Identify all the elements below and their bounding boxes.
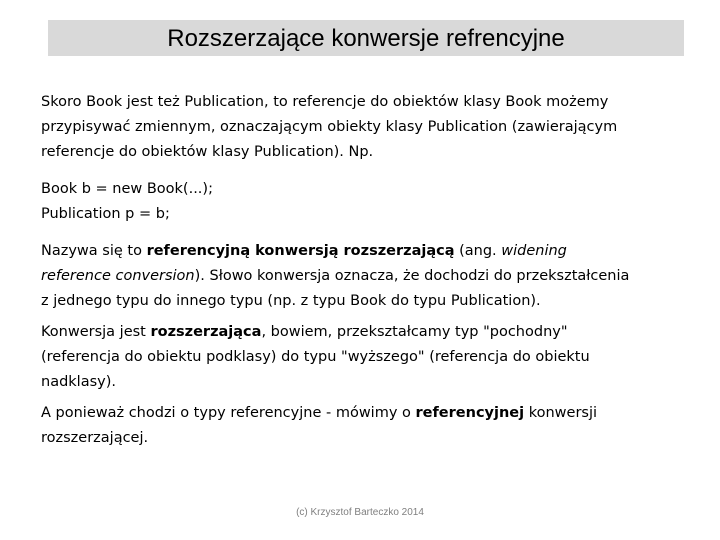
intro-line-1: Skoro Book jest też Publication, to referencje do obiektów klasy Book możemy bbox=[41, 94, 609, 110]
code-line-1: Book b = new Book(...); bbox=[41, 181, 213, 197]
explanation-text-1: Konwersja jest bbox=[41, 324, 151, 340]
explanation-text-2: , bowiem, przekształcamy typ "pochodny" bbox=[261, 324, 568, 340]
explanation-line-2: (referencja do obiektu podklasy) do typu "wyższego" (referencja do obiektu bbox=[41, 349, 590, 365]
paragraph-conclusion bbox=[41, 401, 691, 451]
paragraph-definition bbox=[41, 239, 691, 314]
paragraph-explanation bbox=[41, 320, 691, 395]
explanation-line-3: nadklasy). bbox=[41, 374, 116, 390]
conclusion-text-2: konwersji bbox=[524, 405, 598, 421]
paragraph-intro bbox=[41, 90, 691, 165]
definition-text-1: Nazywa się to bbox=[41, 243, 147, 259]
conclusion-term: referencyjnej bbox=[415, 405, 525, 421]
explanation-line-1 bbox=[41, 324, 568, 340]
code-line-2: Publication p = b; bbox=[41, 206, 170, 222]
definition-english-term-1: widening bbox=[501, 243, 567, 259]
slide-footer: (c) Krzysztof Barteczko 2014 bbox=[296, 507, 424, 518]
conclusion-line-1 bbox=[41, 405, 597, 421]
slide-title: Rozszerzające konwersje refrencyjne bbox=[48, 20, 684, 56]
definition-english-term-2: reference conversion bbox=[41, 268, 195, 284]
definition-term: referencyjną konwersją rozszerzającą bbox=[146, 243, 455, 259]
explanation-term: rozszerzająca bbox=[150, 324, 262, 340]
intro-line-2: przypisywać zmiennym, oznaczającym obiekty klasy Publication (zawierającym bbox=[41, 119, 618, 135]
conclusion-line-2: rozszerzającej. bbox=[41, 430, 149, 446]
definition-line-1 bbox=[41, 243, 567, 259]
definition-line-3: z jednego typu do innego typu (np. z typu Book do typu Publication). bbox=[41, 293, 541, 309]
code-example bbox=[41, 177, 691, 227]
definition-text-3: ). Słowo konwersja oznacza, że dochodzi do przekształcenia bbox=[194, 268, 630, 284]
intro-line-3: referencje do obiektów klasy Publication). Np. bbox=[41, 144, 374, 160]
slide-content bbox=[41, 90, 691, 451]
definition-text-2: (ang. bbox=[454, 243, 502, 259]
definition-line-2 bbox=[41, 268, 629, 284]
conclusion-text-1: A ponieważ chodzi o typy referencyjne - mówimy o bbox=[41, 405, 416, 421]
